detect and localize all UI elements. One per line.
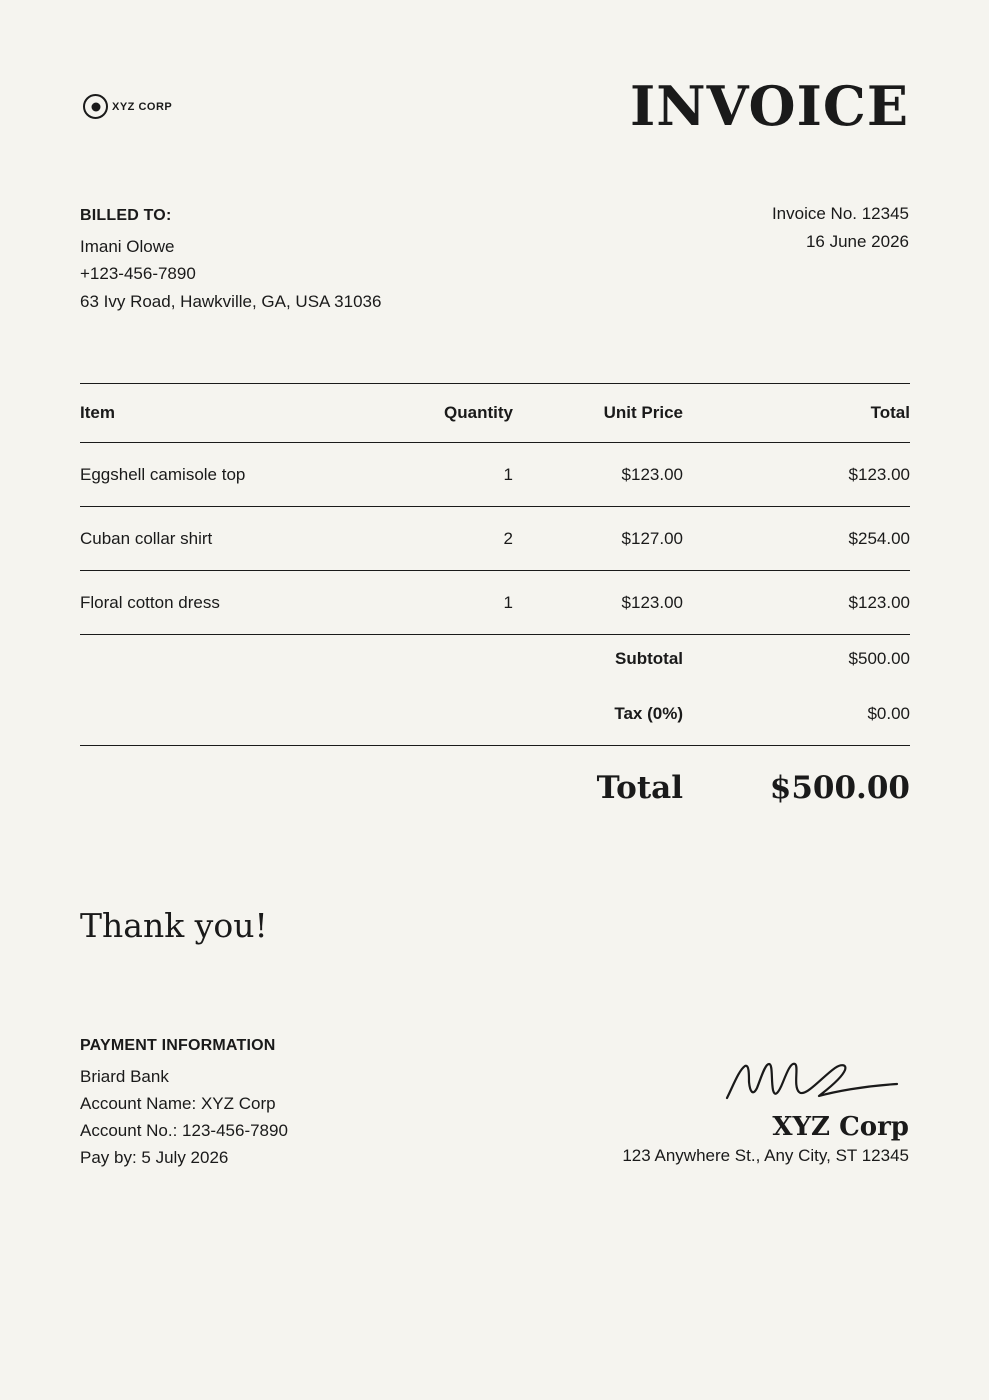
invoice-date: 16 June 2026 [805, 231, 909, 251]
grand-total [80, 770, 910, 820]
grand-total-label: Total [596, 770, 683, 806]
invoice-meta [772, 200, 909, 255]
header-quantity: Quantity [444, 403, 513, 422]
circle-logo-icon [83, 94, 108, 119]
items-table [80, 383, 910, 746]
account-number: Account No.: 123-456-7890 [80, 1121, 288, 1140]
header-total: Total [870, 403, 910, 422]
customer-address: 63 Ivy Road, Hawkville, GA, USA 31036 [80, 291, 382, 311]
account-name: Account Name: XYZ Corp [80, 1094, 276, 1113]
row-item: Floral cotton dress [80, 592, 220, 612]
bank-name: Briard Bank [80, 1067, 169, 1086]
brand-logo [83, 94, 172, 119]
header-unit-price: Unit Price [603, 403, 683, 422]
billed-to-section [80, 202, 381, 315]
row-item: Eggshell camisole top [80, 464, 246, 484]
pay-by-date: Pay by: 5 July 2026 [80, 1148, 229, 1167]
customer-name: Imani Olowe [80, 236, 175, 256]
table-row [80, 443, 910, 507]
company-name: XYZ Corp [772, 1112, 909, 1142]
row-quantity: 1 [503, 464, 513, 484]
tax-line [80, 704, 910, 730]
subtotal-label: Subtotal [615, 649, 683, 668]
tax-label: Tax (0%) [614, 704, 683, 723]
row-total: $254.00 [848, 528, 910, 548]
brand-name: XYZ CORP [112, 100, 173, 113]
company-block [622, 1110, 909, 1168]
invoice-number: Invoice No. 12345 [771, 204, 909, 223]
payment-information [80, 1032, 288, 1171]
row-unit-price: $127.00 [621, 528, 683, 548]
table-row [80, 507, 910, 571]
company-address: 123 Anywhere St., Any City, ST 12345 [622, 1146, 909, 1165]
thank-you-message: Thank you! [80, 906, 268, 945]
row-total: $123.00 [848, 592, 910, 612]
grand-total-value: $500.00 [769, 770, 910, 806]
tax-value: $0.00 [867, 704, 910, 723]
subtotal-line [80, 649, 910, 675]
customer-phone: +123-456-7890 [80, 264, 196, 283]
document-title: INVOICE [629, 74, 909, 138]
row-unit-price: $123.00 [621, 592, 683, 612]
row-unit-price: $123.00 [621, 464, 683, 484]
subtotal-value: $500.00 [848, 649, 910, 668]
summary-section [80, 635, 910, 746]
row-quantity: 1 [503, 592, 513, 612]
row-total: $123.00 [848, 464, 910, 484]
row-item: Cuban collar shirt [80, 528, 213, 548]
header-item: Item [80, 403, 115, 422]
table-row [80, 571, 910, 635]
billed-to-label: BILLED TO: [80, 207, 172, 224]
payment-label: PAYMENT INFORMATION [80, 1037, 276, 1054]
signature-icon [723, 1052, 901, 1104]
row-quantity: 2 [503, 528, 513, 548]
table-header [80, 383, 910, 443]
